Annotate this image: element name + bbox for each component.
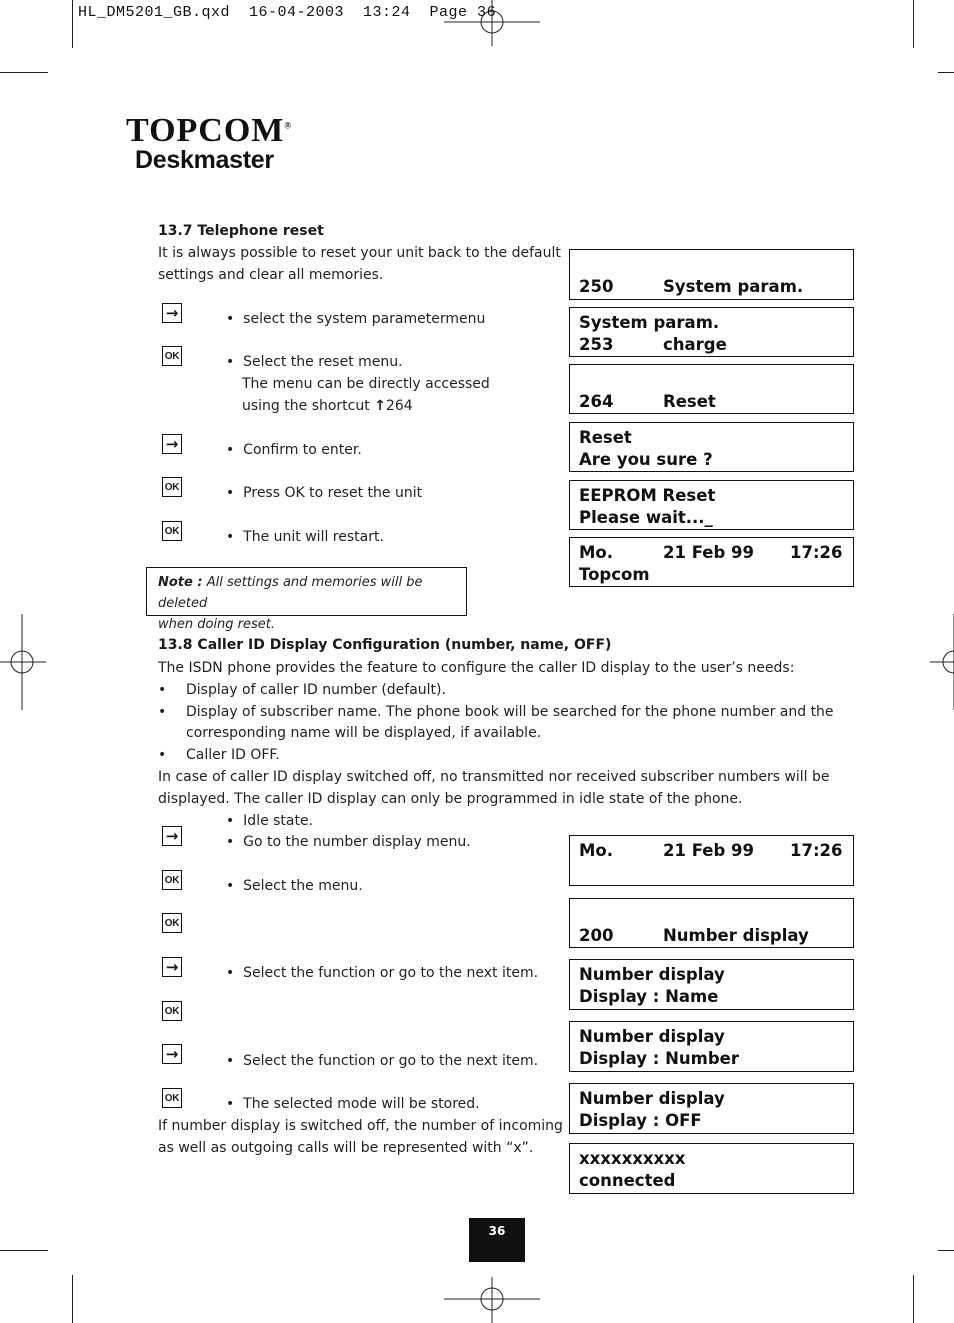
- lcd-display: 264 Reset: [569, 364, 854, 414]
- step-text: • The selected mode will be stored.: [226, 1096, 480, 1112]
- crop-mark: [913, 1275, 914, 1323]
- lcd-display: Mo. 21 Feb 99 17:26: [569, 835, 854, 886]
- topcom-logo: TOPCOM®: [126, 112, 293, 149]
- intro-text: settings and clear all memories.: [158, 267, 384, 283]
- crop-mark: [938, 72, 954, 73]
- list-item-continued: corresponding name will be displayed, if available.: [186, 725, 542, 741]
- ok-key-icon: OK: [162, 477, 182, 497]
- step-text: • Press OK to reset the unit: [226, 485, 423, 501]
- step-text: • Select the function or go to the next item.: [226, 1053, 539, 1069]
- registration-mark-icon: [444, 1277, 540, 1323]
- arrow-key-icon: →: [162, 434, 182, 454]
- section-heading: 13.7 Telephone reset: [158, 223, 324, 239]
- arrow-key-icon: →: [162, 1044, 182, 1064]
- ok-key-icon: OK: [162, 913, 182, 933]
- crop-mark: [0, 72, 48, 73]
- body-text: If number display is switched off, the number of incoming: [158, 1118, 563, 1134]
- crop-mark: [72, 0, 73, 48]
- lcd-display: Number display Display : OFF: [569, 1083, 854, 1134]
- body-text: as well as outgoing calls will be represented with “x”.: [158, 1140, 534, 1156]
- body-text: In case of caller ID display switched off, no transmitted nor received subscriber numbers will be: [158, 769, 830, 785]
- section-heading: 13.8 Caller ID Display Configuration (number, name, OFF): [158, 637, 612, 653]
- step-text: • select the system parametermenu: [226, 311, 486, 327]
- page-number: 36: [469, 1218, 525, 1262]
- ok-key-icon: OK: [162, 870, 182, 890]
- step-text: • Select the menu.: [226, 878, 363, 894]
- lcd-display: System param. 253 charge: [569, 307, 854, 357]
- list-item: • Display of caller ID number (default).: [158, 682, 446, 698]
- arrow-key-icon: →: [162, 826, 182, 846]
- arrow-key-icon: →: [162, 957, 182, 977]
- step-text: • Idle state.: [226, 813, 314, 829]
- lcd-display: EEPROM Reset Please wait..._: [569, 480, 854, 530]
- note-box: Note : All settings and memories will be deleted when doing reset.: [146, 567, 467, 616]
- list-item: • Caller ID OFF.: [158, 747, 280, 763]
- crop-mark: [0, 1250, 48, 1251]
- step-text: • Select the function or go to the next item.: [226, 965, 539, 981]
- ok-key-icon: OK: [162, 521, 182, 541]
- crop-mark: [913, 0, 914, 48]
- lcd-display: Number display Display : Name: [569, 959, 854, 1010]
- list-item: • Display of subscriber name. The phone book will be searched for the phone number and the: [158, 704, 834, 720]
- step-text: using the shortcut ↑264: [242, 398, 413, 414]
- step-text: The menu can be directly accessed: [242, 376, 490, 392]
- lcd-display: Number display Display : Number: [569, 1021, 854, 1072]
- registration-mark-icon: [930, 614, 954, 710]
- step-text: • Select the reset menu.: [226, 354, 403, 370]
- step-text: • Go to the number display menu.: [226, 834, 471, 850]
- ok-key-icon: OK: [162, 1088, 182, 1108]
- step-text: • Confirm to enter.: [226, 442, 362, 458]
- file-slug: HL_DM5201_GB.qxd 16-04-2003 13:24 Page 36: [78, 4, 497, 21]
- lcd-display: Reset Are you sure ?: [569, 422, 854, 472]
- shortcut-arrow-icon: ↑: [374, 398, 386, 414]
- step-text: • The unit will restart.: [226, 529, 384, 545]
- lcd-display: 250 System param.: [569, 249, 854, 300]
- ok-key-icon: OK: [162, 1001, 182, 1021]
- registration-mark-icon: [0, 614, 46, 710]
- product-name: Deskmaster: [135, 146, 274, 174]
- crop-mark: [72, 1275, 73, 1323]
- arrow-key-icon: →: [162, 303, 182, 323]
- lcd-display: Mo. 21 Feb 99 17:26 Topcom: [569, 537, 854, 587]
- body-text: displayed. The caller ID display can only be programmed in idle state of the phone.: [158, 791, 743, 807]
- intro-text: The ISDN phone provides the feature to configure the caller ID display to the user’s needs:: [158, 660, 795, 676]
- crop-mark: [938, 1250, 954, 1251]
- note-label: Note :: [158, 575, 203, 590]
- lcd-display: 200 Number display: [569, 898, 854, 948]
- intro-text: It is always possible to reset your unit back to the default: [158, 245, 561, 261]
- lcd-display: xxxxxxxxxx connected: [569, 1143, 854, 1194]
- ok-key-icon: OK: [162, 346, 182, 366]
